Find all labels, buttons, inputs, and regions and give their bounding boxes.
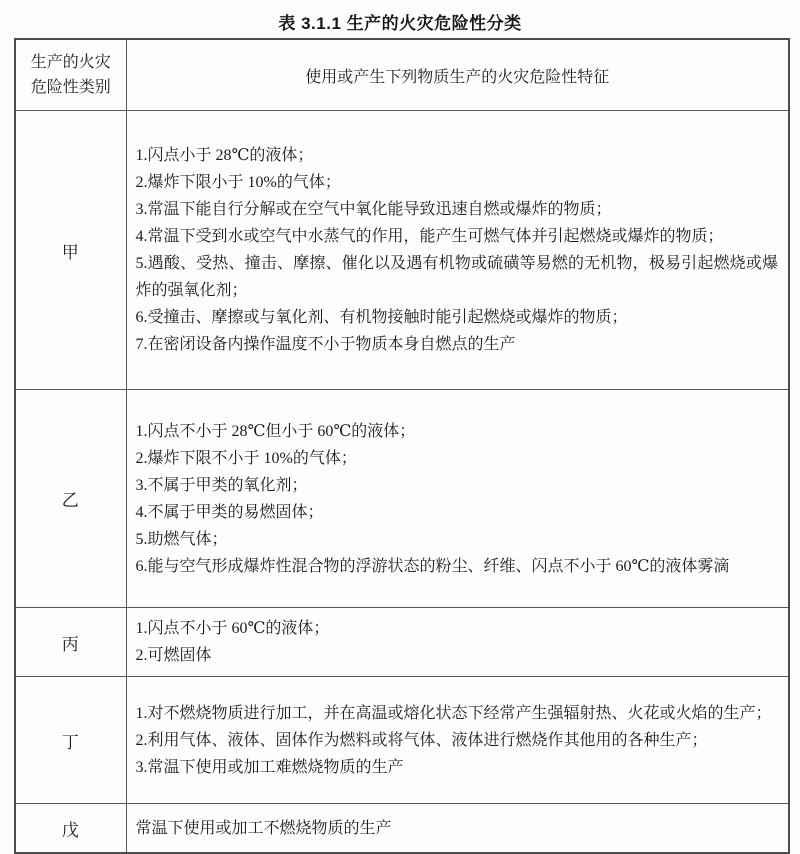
- characteristic-item-text: 常温下使用或加工不燃烧物质的生产: [135, 819, 392, 837]
- characteristics-cell: [126, 390, 789, 608]
- category-cell: 丁: [15, 677, 126, 804]
- characteristic-item-text: 1.对不燃烧物质进行加工，并在高温或熔化状态下经常产生强辐射热、火花或火焰的生产；: [135, 704, 772, 722]
- characteristic-item-text: 3.常温下能自行分解或在空气中氧化能导致迅速自燃或爆炸的物质；: [135, 201, 612, 218]
- characteristic-item-text: 2.利用气体、液体、固体作为燃料或将气体、液体进行燃烧作其他用的各种生产；: [135, 731, 708, 749]
- fire-hazard-classification-table: [14, 38, 790, 854]
- column-header-characteristics: 使用或产生下列物质生产的火灾危险性特征: [126, 39, 789, 111]
- characteristic-item-text: 3.不属于甲类的氧化剂；: [135, 476, 308, 494]
- table-row: [15, 804, 789, 854]
- characteristics-cell: [126, 111, 789, 390]
- characteristic-item-text: 2.爆炸下限小于 10%的气体；: [135, 174, 341, 191]
- characteristic-item-text: 5.助燃气体；: [135, 530, 228, 548]
- characteristic-item-text: 4.不属于甲类的易燃固体；: [135, 503, 324, 521]
- characteristics-cell: [126, 804, 789, 854]
- characteristic-item-text: 4.常温下受到水或空气中水蒸气的作用，能产生可燃气体并引起燃烧或爆炸的物质；: [135, 228, 724, 245]
- column-header-category: 生产的火灾危险性类别: [15, 39, 126, 111]
- characteristic-item-text: 1.闪点小于 28℃的液体；: [135, 147, 314, 164]
- characteristic-item-text: 2.爆炸下限不小于 10%的气体；: [135, 449, 357, 467]
- table-body: [15, 111, 789, 854]
- table-row: [15, 677, 789, 804]
- characteristic-item-text: 5.遇酸、受热、撞击、摩擦、催化以及遇有机物或硫磺等易燃的无机物，极易引起燃烧或爆炸的强氧化剂；: [135, 255, 778, 299]
- characteristic-item-text: 7.在密闭设备内操作温度不小于物质本身自燃点的生产: [135, 336, 516, 353]
- table-header-row: [15, 39, 789, 111]
- characteristic-item-text: 2.可燃固体: [135, 647, 212, 664]
- category-cell: 乙: [15, 390, 126, 608]
- characteristic-item-text: 1.闪点不小于 60℃的液体；: [135, 620, 330, 637]
- category-cell: 戊: [15, 804, 126, 854]
- characteristics-cell: [126, 608, 789, 677]
- category-cell: 丙: [15, 608, 126, 677]
- table-row: [15, 608, 789, 677]
- characteristic-item-text: 6.受撞击、摩擦或与氧化剂、有机物接触时能引起燃烧或爆炸的物质；: [135, 309, 628, 326]
- category-cell: 甲: [15, 111, 126, 390]
- page-title: 表 3.1.1 生产的火灾危险性分类: [278, 14, 522, 33]
- characteristic-item-text: 1.闪点不小于 28℃但小于 60℃的液体；: [135, 422, 416, 440]
- table-row: [15, 390, 789, 608]
- characteristic-item-text: 3.常温下使用或加工难燃烧物质的生产: [135, 758, 404, 776]
- characteristic-item-text: 6.能与空气形成爆炸性混合物的浮游状态的粉尘、纤维、闪点不小于 60℃的液体雾滴: [135, 557, 730, 575]
- table-row: [15, 111, 789, 390]
- characteristics-cell: [126, 677, 789, 804]
